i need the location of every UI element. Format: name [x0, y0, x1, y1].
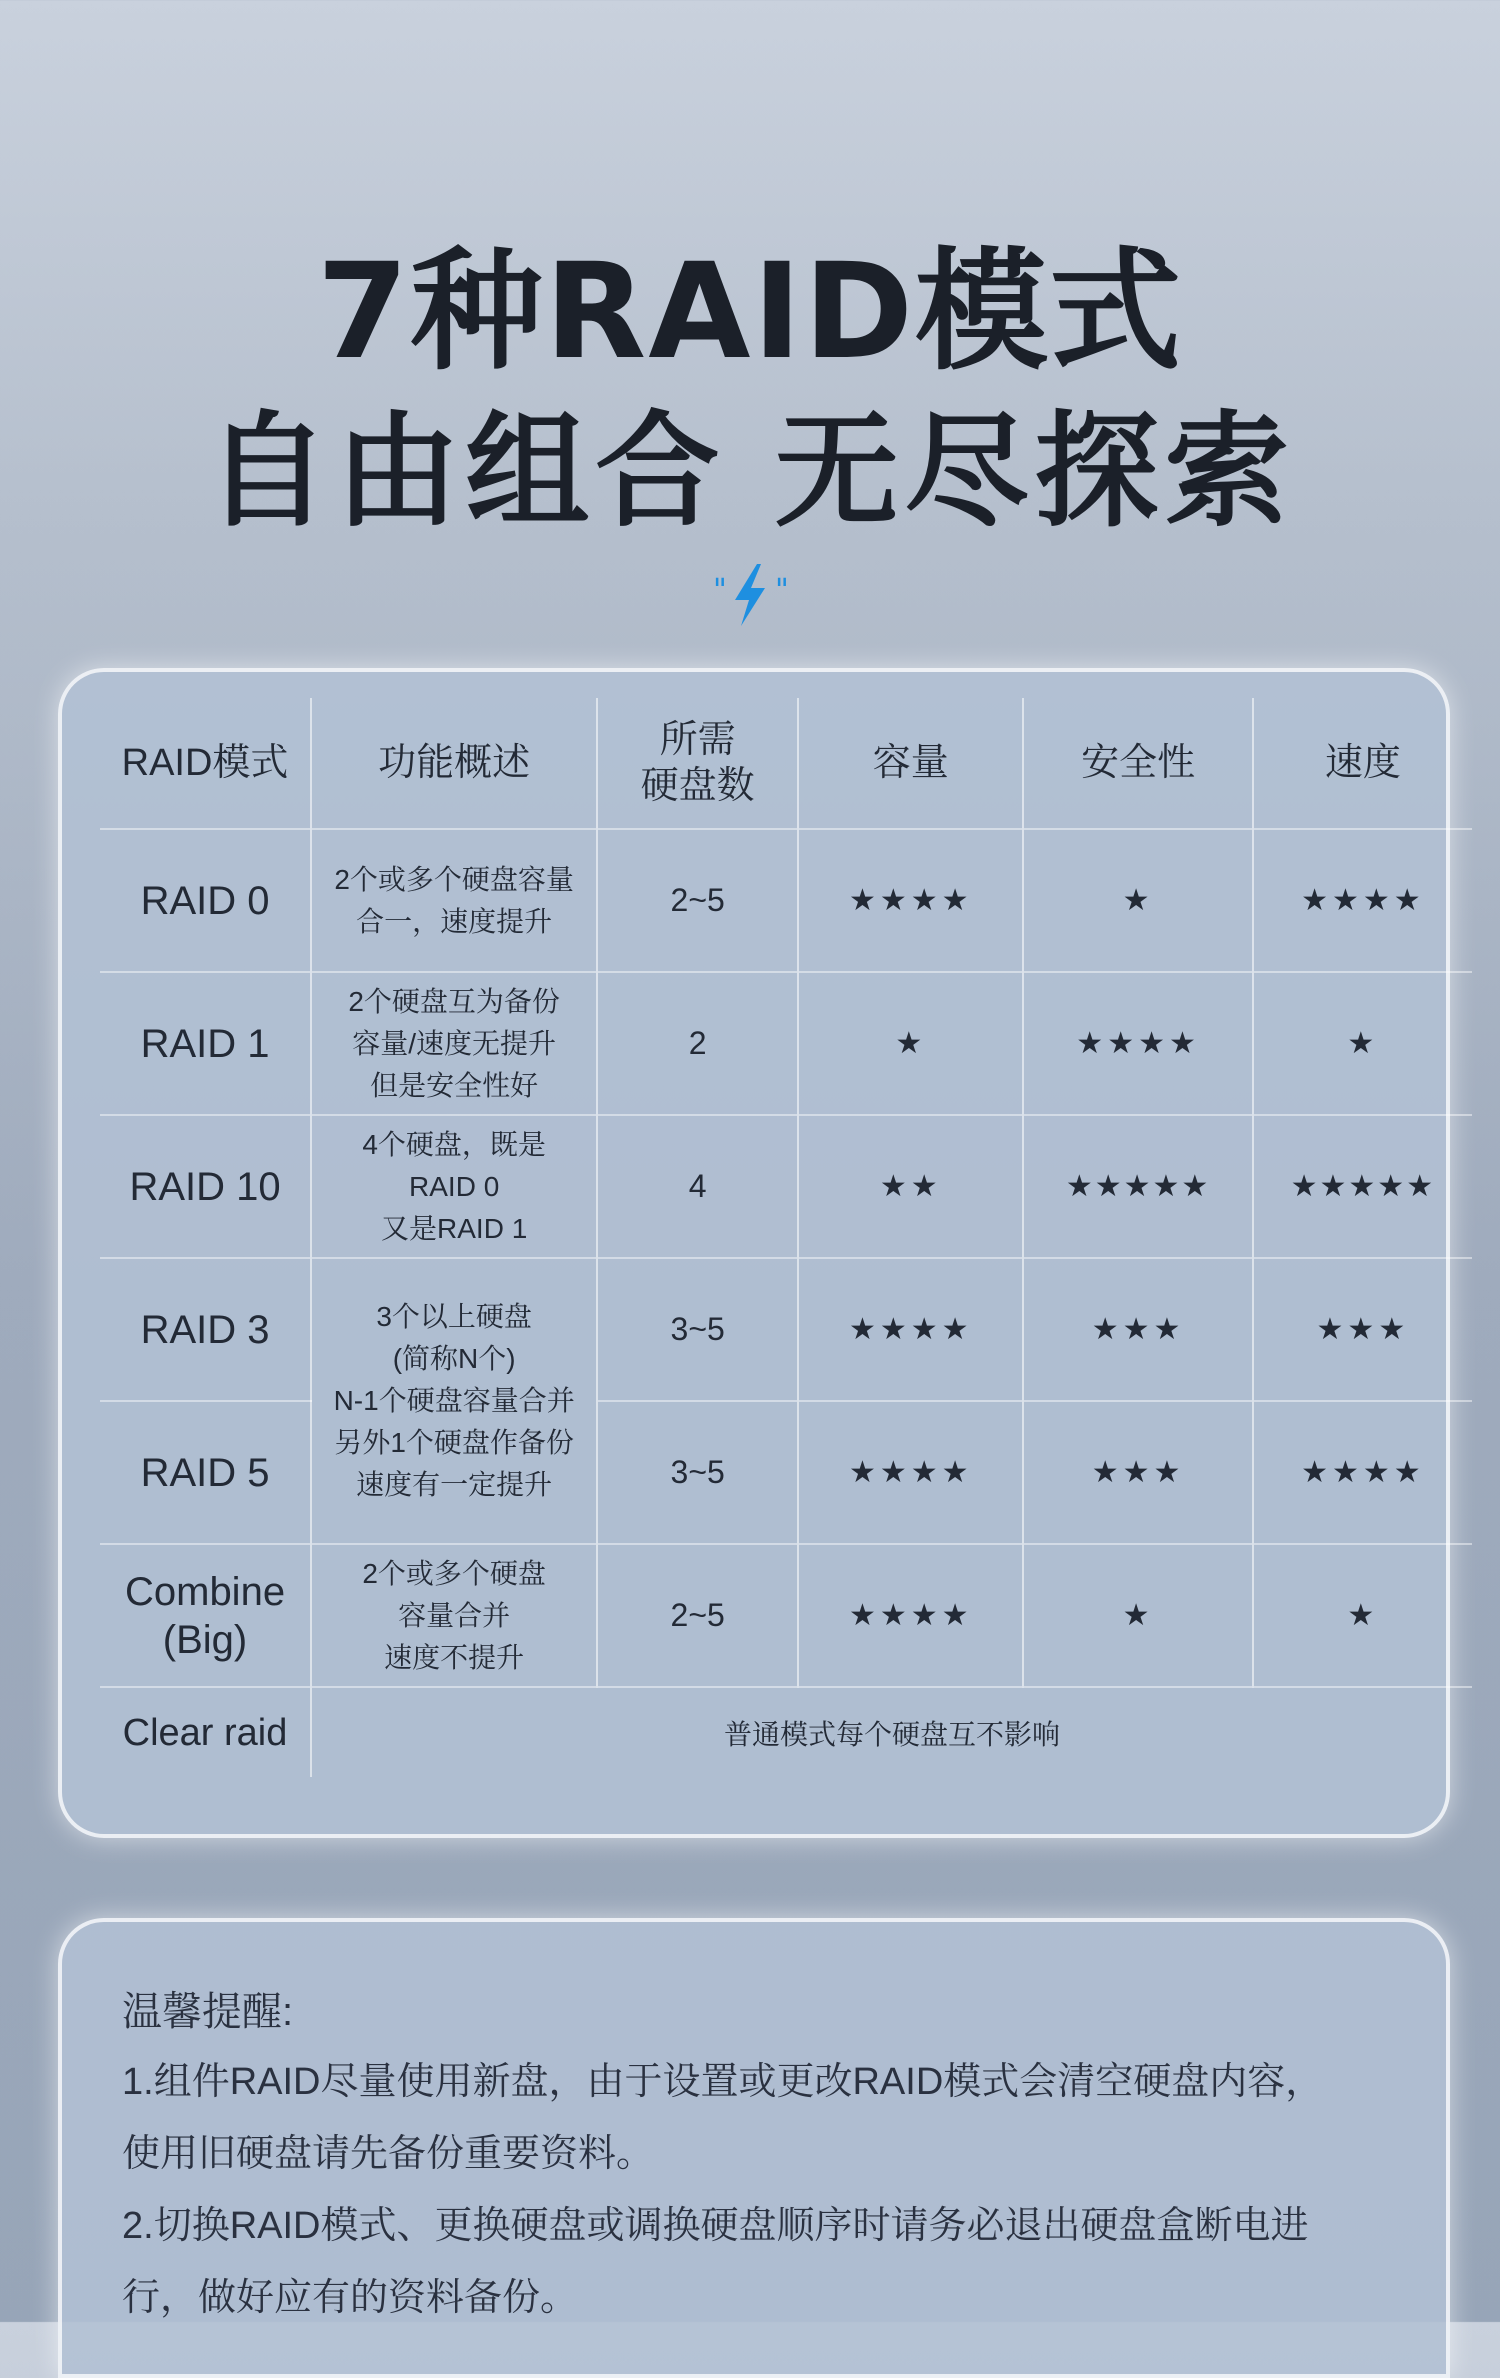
safety-rating: ★★★: [1023, 1258, 1252, 1401]
safety-rating: ★: [1023, 829, 1252, 972]
function-cell: 4个硬盘，既是 RAID 0 又是RAID 1: [311, 1115, 597, 1258]
headline-line-1: 7种RAID模式: [316, 235, 1184, 389]
safety-rating: ★★★★★: [1023, 1115, 1252, 1258]
disks-cell: 2~5: [597, 1544, 798, 1687]
tip-line: 使用旧硬盘请先备份重要资料。: [122, 2133, 655, 2175]
tip-line: 1.组件RAID尽量使用新盘，由于设置或更改RAID模式会清空硬盘内容，: [122, 2061, 1324, 2103]
col-header-disks: 所需 硬盘数: [597, 698, 798, 829]
svg-text:": ": [713, 573, 727, 608]
capacity-rating: ★★★★: [798, 1258, 1023, 1401]
table-row: [100, 1258, 1472, 1401]
table-row: [100, 1115, 1472, 1258]
capacity-rating: ★★: [798, 1115, 1023, 1258]
svg-text:": ": [775, 573, 789, 608]
col-header-mode: RAID模式: [121, 742, 289, 784]
tip-line: 2.切换RAID模式、更换硬盘或调换硬盘顺序时请务必退出硬盘盒断电进: [122, 2205, 1309, 2247]
capacity-rating: ★★★★: [798, 1544, 1023, 1687]
table-header-row: [100, 698, 1472, 829]
raid-mode-cell: Combine (Big): [100, 1544, 311, 1687]
raid-mode-cell: RAID 10: [100, 1115, 311, 1258]
capacity-rating: ★★★★: [798, 1401, 1023, 1544]
capacity-rating: ★★★★: [798, 829, 1023, 972]
col-header-function: 功能概述: [311, 698, 597, 829]
capacity-rating: ★: [798, 972, 1023, 1115]
function-cell-shared: 3个以上硬盘 (简称N个) N-1个硬盘容量合并 另外1个硬盘作备份 速度有一定提升: [311, 1258, 597, 1544]
function-cell: 2个硬盘互为备份 容量/速度无提升 但是安全性好: [311, 972, 597, 1115]
tip-line: 行，做好应有的资料备份。: [122, 2277, 579, 2319]
tips-card: [58, 1918, 1450, 2378]
speed-rating: ★★★: [1253, 1258, 1472, 1401]
tips-title: 温馨提醒:: [122, 1990, 294, 2034]
disks-cell: 3~5: [597, 1401, 798, 1544]
raid-mode-cell: RAID 5: [100, 1401, 311, 1544]
col-header-safety: 安全性: [1023, 698, 1252, 829]
raid-mode-cell: RAID 0: [100, 829, 311, 972]
disks-cell: 4: [597, 1115, 798, 1258]
raid-mode-cell: RAID 3: [100, 1258, 311, 1401]
table-row: [100, 1401, 1472, 1544]
disks-cell: 2: [597, 972, 798, 1115]
speed-rating: ★: [1253, 1544, 1472, 1687]
speed-rating: ★: [1253, 972, 1472, 1115]
disks-cell: 2~5: [597, 829, 798, 972]
speed-rating: ★★★★★: [1253, 1115, 1472, 1258]
col-header-capacity: 容量: [798, 698, 1023, 829]
safety-rating: ★: [1023, 1544, 1252, 1687]
raid-mode-cell: Clear raid: [100, 1687, 311, 1777]
speed-rating: ★★★★: [1253, 829, 1472, 972]
table-row: [100, 972, 1472, 1115]
col-header-speed: 速度: [1253, 698, 1472, 829]
raid-comparison-card: [58, 668, 1450, 1838]
headline-line-2: 自由组合 无尽探索: [205, 400, 1295, 544]
lightning-icon: [705, 560, 795, 630]
function-cell: 2个或多个硬盘 容量合并 速度不提升: [311, 1544, 597, 1687]
raid-comparison-table: [100, 698, 1472, 1777]
safety-rating: ★★★: [1023, 1401, 1252, 1544]
disks-cell: 3~5: [597, 1258, 798, 1401]
speed-rating: ★★★★: [1253, 1401, 1472, 1544]
raid-mode-cell: RAID 1: [100, 972, 311, 1115]
table-row: [100, 1544, 1472, 1687]
safety-rating: ★★★★: [1023, 972, 1252, 1115]
clear-raid-note: 普通模式每个硬盘互不影响: [311, 1687, 1472, 1777]
table-row: [100, 829, 1472, 972]
table-row-clear-raid: [100, 1687, 1472, 1777]
function-cell: 2个或多个硬盘容量 合一，速度提升: [311, 829, 597, 972]
